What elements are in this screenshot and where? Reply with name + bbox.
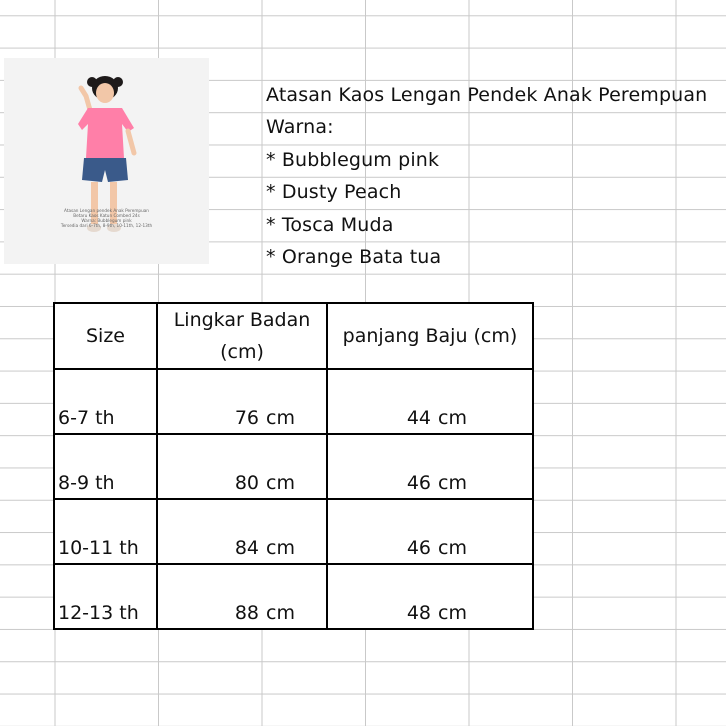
chest-value: 80 [234,472,259,494]
length-unit: cm [438,537,467,559]
chest-unit: cm [266,537,295,559]
size-cell: 6-7 th [58,407,115,429]
pink-shirt [78,108,134,158]
color-heading: Warna: [266,116,334,139]
length-value: 44 [406,407,431,429]
table-row [54,434,533,499]
length-value: 46 [406,537,431,559]
header-chest-unit: (cm) [220,341,264,363]
table-row [54,564,533,629]
photo-caption [4,208,209,228]
chest-value: 76 [234,407,259,429]
size-cell: 10-11 th [58,537,139,559]
length-value: 46 [406,472,431,494]
girl-illustration [4,58,209,264]
color-option: * Bubblegum pink [266,148,440,171]
color-option: * Orange Bata tua [266,245,442,268]
chest-unit: cm [266,602,295,624]
header-chest-line: Lingkar Badan [173,309,311,331]
table-header-row [54,303,533,369]
caption-line: Warna: Bubblegum pink [81,218,132,223]
size-cell: 8-9 th [58,472,115,494]
length-unit: cm [438,407,467,429]
table-row [54,369,533,434]
length-unit: cm [438,602,467,624]
chest-value: 84 [234,537,259,559]
chest-value: 88 [234,602,259,624]
length-unit: cm [438,472,467,494]
caption-line: Tersedia dari 6-7th, 8-9th, 10-11th, 12-13th [60,223,153,228]
table-row [54,499,533,564]
header-size: Size [54,303,157,369]
size-cell: 12-13 th [58,602,139,624]
product-photo [4,58,209,264]
product-title: Atasan Kaos Lengan Pendek Anak Perempuan [266,84,708,106]
color-option: * Dusty Peach [266,181,402,204]
length-value: 48 [406,602,431,624]
header-chest [157,303,327,369]
header-length: panjang Baju (cm) [327,303,533,369]
size-chart-table [53,302,534,630]
color-option: * Tosca Muda [266,213,394,236]
chest-unit: cm [266,407,295,429]
caption-line: Atasan Lengan pendek Anak Perempuan [64,208,149,213]
caption-line: Betaru Kaos Katun Combed 24s [73,213,140,218]
chest-unit: cm [266,472,295,494]
product-description [266,79,707,273]
